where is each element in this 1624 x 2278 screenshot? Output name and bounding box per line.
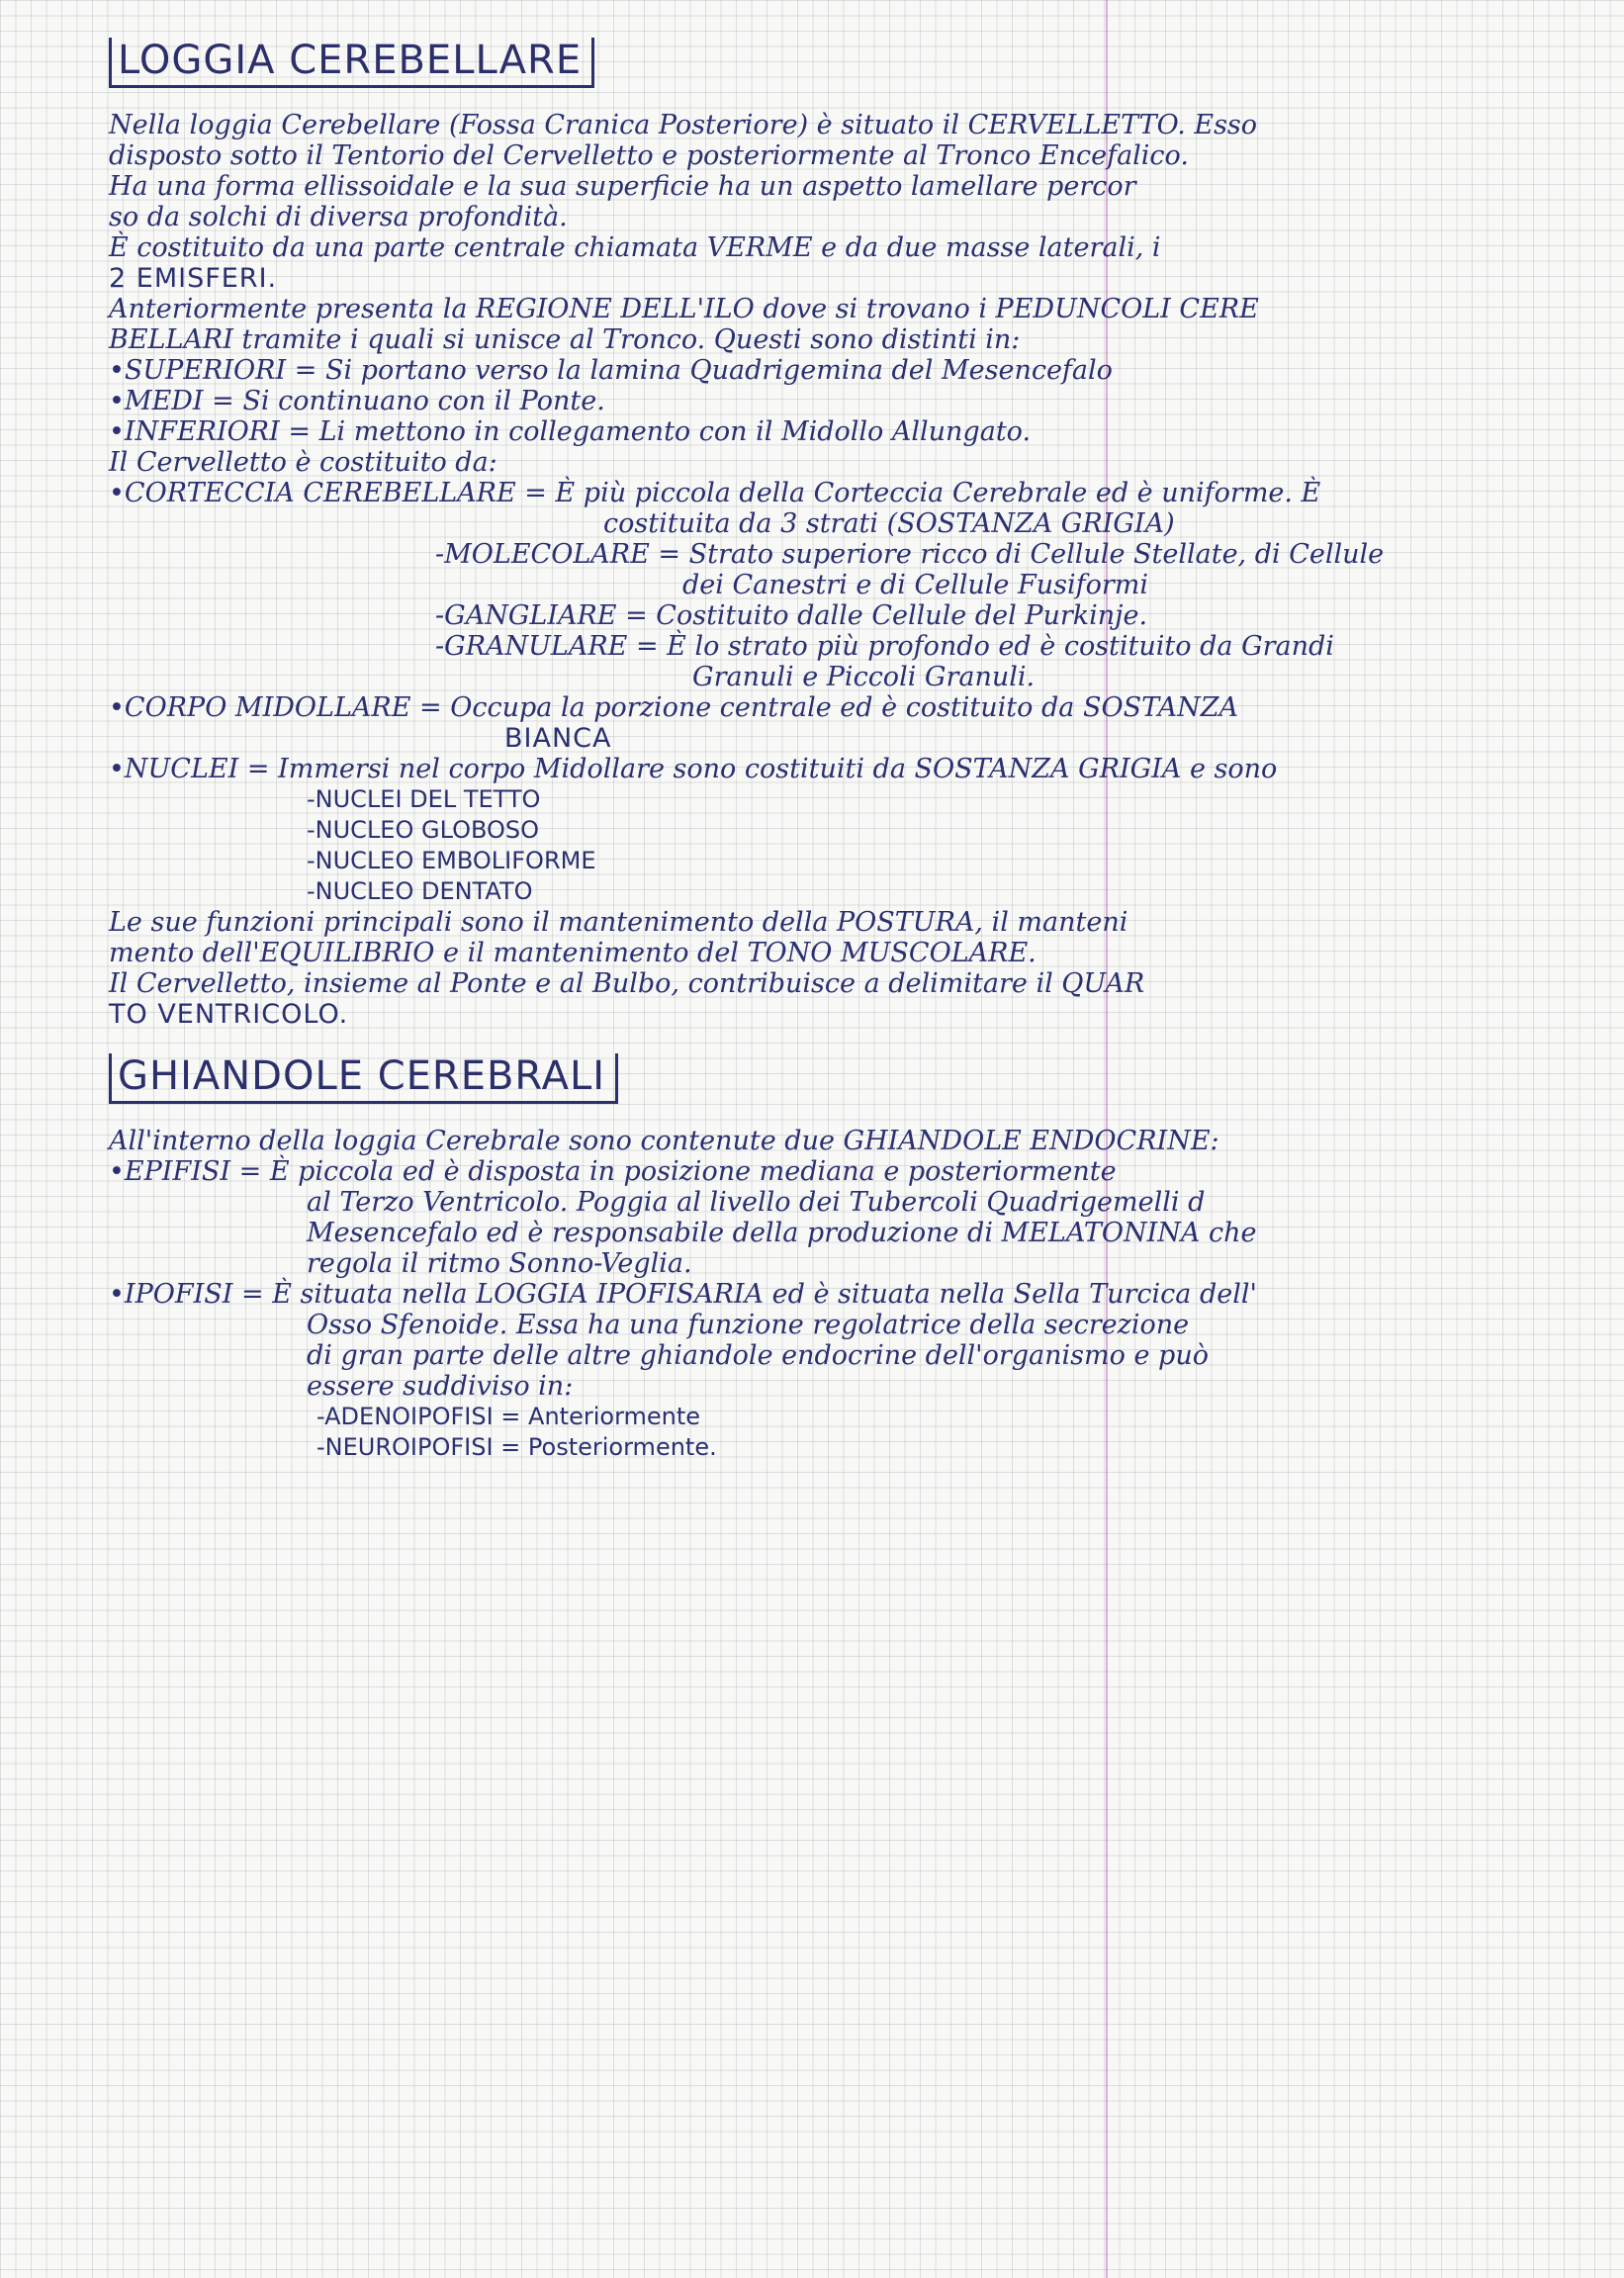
text-line: Mesencefalo ed è responsabile della produzione di MELATONINA che <box>307 1218 1257 1248</box>
text-line: essere suddiviso in: <box>307 1371 574 1402</box>
text-line: costituita da 3 strati (SOSTANZA GRIGIA) <box>603 508 1175 539</box>
text-line: Nella loggia Cerebellare (Fossa Cranica Posteriore) è situato il CERVELLETTO. Esso <box>109 110 1258 140</box>
text-line: di gran parte delle altre ghiandole endocrine dell'organismo e può <box>307 1340 1209 1371</box>
text-line: mento dell'EQUILIBRIO e il mantenimento del TONO MUSCOLARE. <box>109 938 1037 968</box>
text-line: Il Cervelletto, insieme al Ponte e al Bulbo, contribuisce a delimitare il QUAR <box>109 968 1145 999</box>
text-line: •IPOFISI = È situata nella LOGGIA IPOFISARIA ed è situata nella Sella Turcica dell' <box>109 1279 1257 1310</box>
text-line: BELLARI tramite i quali si unisce al Tronco. Questi sono distinti in: <box>109 324 1021 355</box>
text-line: Le sue funzioni principali sono il mantenimento della POSTURA, il manteni <box>109 907 1128 938</box>
text-line: •INFERIORI = Li mettono in collegamento con il Midollo Allungato. <box>109 416 1032 447</box>
section-title-loggia-cerebellare: LOGGIA CEREBELLARE <box>109 38 594 88</box>
text-line: -GANGLIARE = Costituito dalle Cellule del Purkinje. <box>435 600 1148 631</box>
text-line: -ADENOIPOFISI = Anteriormente <box>316 1403 701 1430</box>
text-line: •CORPO MIDOLLARE = Occupa la porzione centrale ed è costituito da SOSTANZA <box>109 692 1239 723</box>
section-title-ghiandole-cerebrali: GHIANDOLE CEREBRALI <box>109 1053 618 1104</box>
text-line: -GRANULARE = È lo strato più profondo ed è costituito da Grandi <box>435 631 1334 662</box>
text-line: disposto sotto il Tentorio del Cervelletto e posteriormente al Tronco Encefalico. <box>109 140 1189 171</box>
text-line: Anteriormente presenta la REGIONE DELL'ILO dove si trovano i PEDUNCOLI CERE <box>109 294 1259 324</box>
text-line: al Terzo Ventricolo. Poggia al livello dei Tubercoli Quadrigemelli d <box>307 1187 1206 1218</box>
text-line: -NUCLEO EMBOLIFORME <box>307 847 596 874</box>
text-line: Il Cervelletto è costituito da: <box>109 447 497 478</box>
text-line: Osso Sfenoide. Essa ha una funzione regolatrice della secrezione <box>307 1310 1190 1340</box>
text-line: regola il ritmo Sonno-Veglia. <box>307 1248 692 1279</box>
text-line: •CORTECCIA CEREBELLARE = È più piccola della Corteccia Cerebrale ed è uniforme. È <box>109 478 1321 508</box>
text-line: -NEUROIPOFISI = Posteriormente. <box>316 1433 717 1461</box>
text-line: TO VENTRICOLO. <box>109 999 349 1030</box>
text-line: -NUCLEO DENTATO <box>307 877 533 905</box>
text-line: Granuli e Piccoli Granuli. <box>692 662 1036 692</box>
text-line: •MEDI = Si continuano con il Ponte. <box>109 386 605 416</box>
text-line: dei Canestri e di Cellule Fusiformi <box>682 570 1148 600</box>
text-line: •NUCLEI = Immersi nel corpo Midollare sono costituiti da SOSTANZA GRIGIA e sono <box>109 754 1278 784</box>
text-line: •EPIFISI = È piccola ed è disposta in posizione mediana e posteriormente <box>109 1156 1117 1187</box>
text-line: BIANCA <box>504 723 612 754</box>
text-line: È costituito da una parte centrale chiamata VERME e da due masse laterali, i <box>109 232 1161 263</box>
text-line: -MOLECOLARE = Strato superiore ricco di Cellule Stellate, di Cellule <box>435 539 1385 570</box>
text-line: -NUCLEO GLOBOSO <box>307 816 540 844</box>
text-line: All'interno della loggia Cerebrale sono contenute due GHIANDOLE ENDOCRINE: <box>109 1126 1219 1156</box>
notes-content <box>109 30 1612 1463</box>
text-line: -NUCLEI DEL TETTO <box>307 785 541 813</box>
text-line: 2 EMISFERI. <box>109 263 278 294</box>
text-line: •SUPERIORI = Si portano verso la lamina Quadrigemina del Mesencefalo <box>109 355 1113 386</box>
text-line: so da solchi di diversa profondità. <box>109 202 568 232</box>
text-line: Ha una forma ellissoidale e la sua superficie ha un aspetto lamellare percor <box>109 171 1136 202</box>
